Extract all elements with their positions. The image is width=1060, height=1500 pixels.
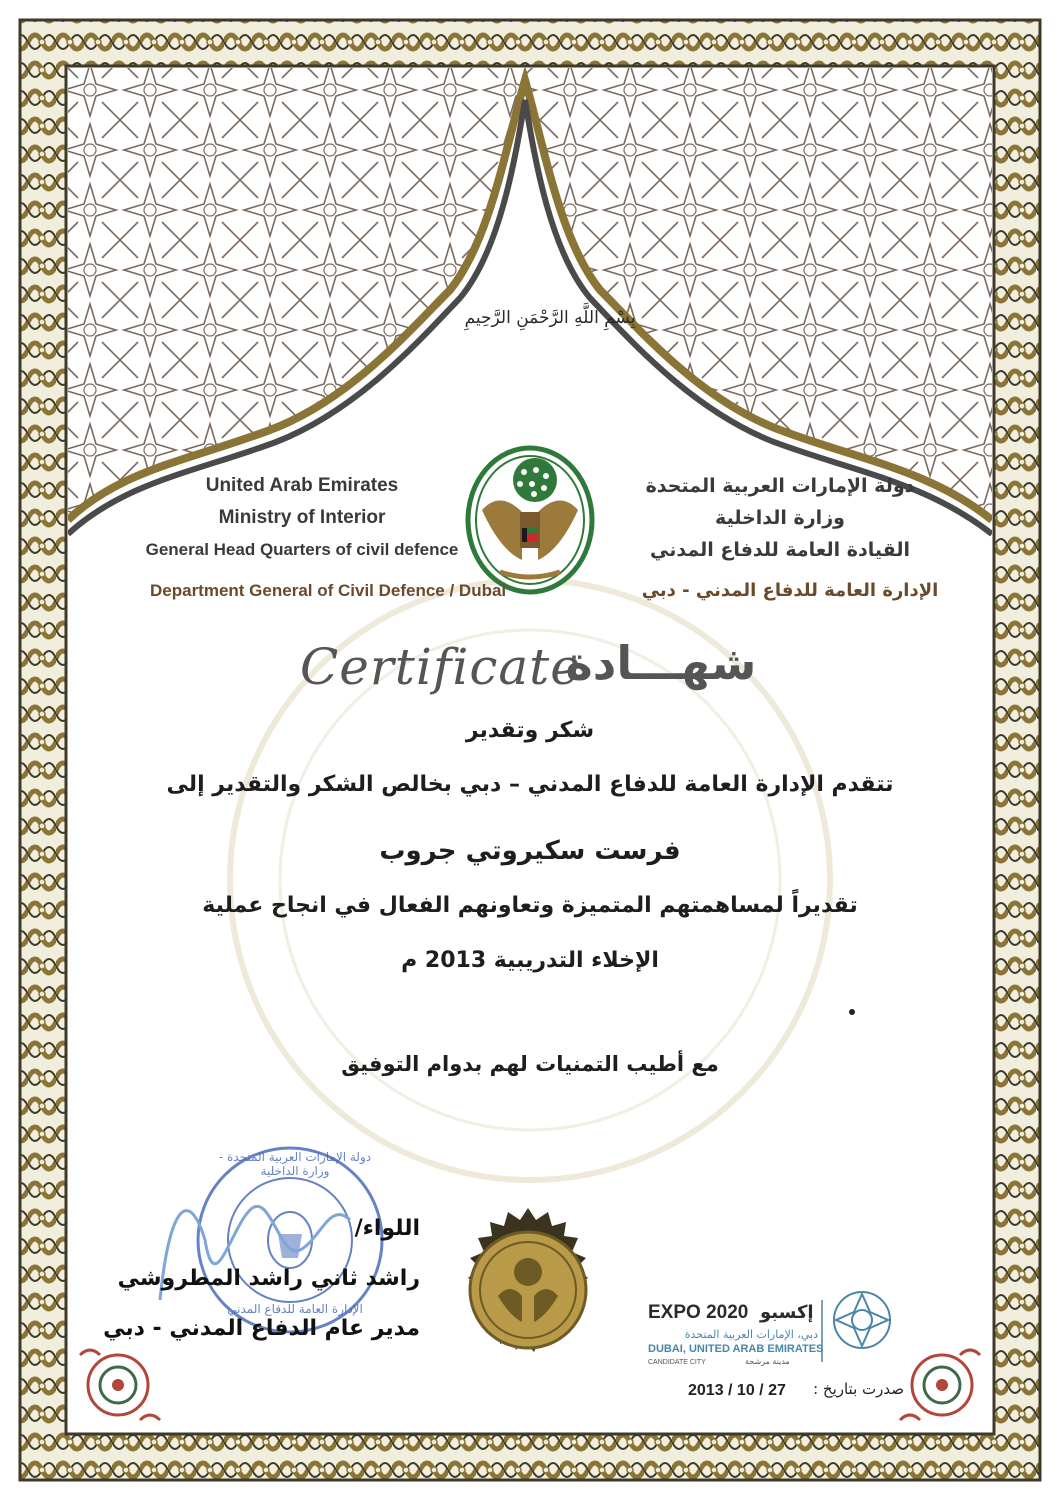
expo-sub-ar: دبي، الإمارات العربية المتحدة bbox=[684, 1328, 818, 1341]
header-ar-department: الإدارة العامة للدفاع المدني - دبي bbox=[641, 580, 939, 601]
issue-date: 2013 / 10 / 27 bbox=[688, 1382, 786, 1399]
issue-label: صدرت بتاريخ : bbox=[813, 1380, 904, 1398]
expo-candidate-ar: مدينة مرشحة bbox=[745, 1357, 790, 1366]
basmala: بِسْمِ اللَّهِ الرَّحْمَنِ الرَّحِيمِ bbox=[464, 308, 636, 328]
header-en-country: United Arab Emirates bbox=[205, 475, 399, 496]
subtitle: شكر وتقدير bbox=[465, 718, 595, 743]
signatory-name: راشد ثاني راشد المطروشي bbox=[117, 1266, 420, 1291]
expo-candidate-en: CANDIDATE CITY bbox=[648, 1359, 706, 1366]
certificate-title-en: Certificate bbox=[300, 638, 581, 696]
header-en-ministry: Ministry of Interior bbox=[218, 507, 386, 528]
expo-title-en: EXPO 2020 bbox=[648, 1302, 749, 1323]
header-en-department: Department General of Civil Defence / Dubai bbox=[150, 581, 507, 600]
reason-line-1: تقديراً لمساهمتهم المتميزة وتعاونهم الفعال في انجاح عملية bbox=[202, 893, 858, 918]
wishes-line: مع أطيب التمنيات لهم بدوام التوفيق bbox=[341, 1052, 719, 1076]
stamp-text: دولة الإمارات العربية المتحدة - وزارة الداخلية bbox=[218, 1150, 372, 1178]
intro-line: تتقدم الإدارة العامة للدفاع المدني – دبي بخالص الشكر والتقدير إلى bbox=[166, 772, 894, 797]
header-ar-hq: القيادة العامة للدفاع المدني bbox=[650, 539, 910, 561]
stamp-inner-text: الإدارة العامة للدفاع المدني bbox=[227, 1302, 363, 1316]
signatory-rank: اللواء/ bbox=[354, 1216, 420, 1241]
certificate-title-ar: شهـــادة bbox=[565, 636, 757, 690]
signatory-title: مدير عام الدفاع المدني - دبي bbox=[103, 1316, 420, 1341]
header-ar-country: دولة الإمارات العربية المتحدة bbox=[645, 475, 915, 497]
header-ar-ministry: وزارة الداخلية bbox=[715, 507, 845, 529]
expo-sub-en: DUBAI, UNITED ARAB EMIRATES bbox=[648, 1343, 824, 1355]
expo-title-ar: إكسبو bbox=[760, 1302, 814, 1323]
reason-line-2: الإخلاء التدريبية 2013 م bbox=[401, 948, 659, 973]
ministry-emblem bbox=[468, 448, 592, 592]
recipient-name: فرست سكيروتي جروب bbox=[379, 836, 681, 866]
header-en-hq: General Head Quarters of civil defence bbox=[145, 540, 459, 559]
